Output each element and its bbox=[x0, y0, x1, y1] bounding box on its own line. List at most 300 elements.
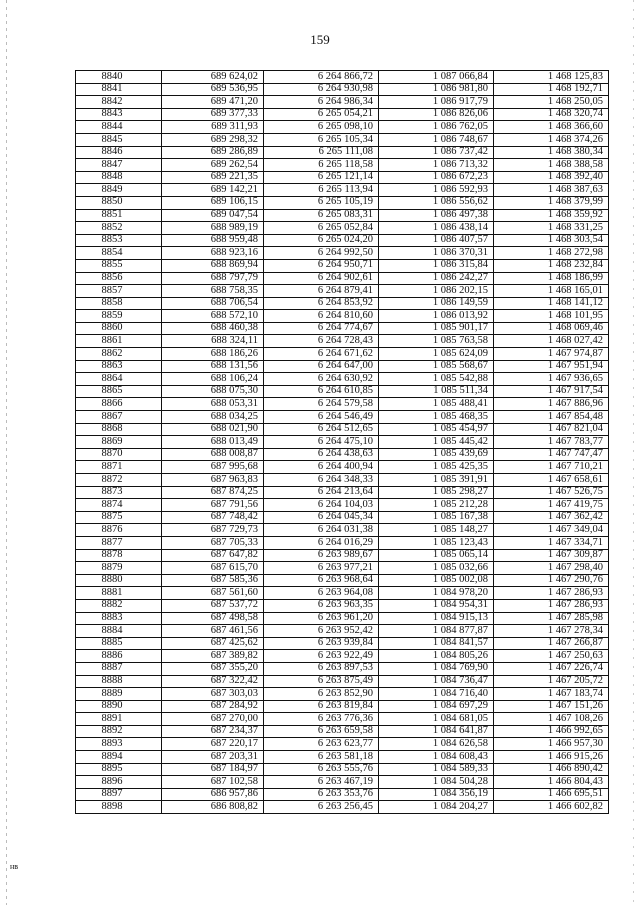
coordinate-cell: 6 264 400,94 bbox=[264, 461, 379, 474]
coordinate-cell: 6 263 897,53 bbox=[264, 662, 379, 675]
point-number-cell: 8870 bbox=[76, 448, 162, 461]
table-row bbox=[76, 448, 609, 461]
coordinate-cell: 6 264 579,58 bbox=[264, 398, 379, 411]
table-row bbox=[76, 587, 609, 600]
coordinate-cell: 687 995,68 bbox=[162, 461, 264, 474]
coordinate-cell: 1 467 658,61 bbox=[494, 474, 609, 487]
coordinate-cell: 689 047,54 bbox=[162, 209, 264, 222]
point-number-cell: 8842 bbox=[76, 96, 162, 109]
point-number-cell: 8895 bbox=[76, 763, 162, 776]
coordinate-cell: 1 084 978,20 bbox=[379, 587, 494, 600]
table-row bbox=[76, 411, 609, 424]
coordinate-cell: 689 106,15 bbox=[162, 196, 264, 209]
table-row bbox=[76, 108, 609, 121]
coordinate-cell: 1 085 212,28 bbox=[379, 499, 494, 512]
coordinate-cell: 1 468 192,71 bbox=[494, 83, 609, 96]
coordinate-cell: 687 615,70 bbox=[162, 562, 264, 575]
coordinate-cell: 6 265 083,31 bbox=[264, 209, 379, 222]
coordinate-cell: 1 467 183,74 bbox=[494, 688, 609, 701]
table-row bbox=[76, 272, 609, 285]
coordinate-cell: 1 084 204,27 bbox=[379, 801, 494, 814]
coordinate-cell: 6 263 977,21 bbox=[264, 562, 379, 575]
coordinate-cell: 1 085 542,88 bbox=[379, 373, 494, 386]
coordinate-cell: 6 264 774,67 bbox=[264, 322, 379, 335]
table-row bbox=[76, 599, 609, 612]
coordinate-cell: 688 460,38 bbox=[162, 322, 264, 335]
coordinate-cell: 1 468 379,99 bbox=[494, 196, 609, 209]
coordinate-cell: 6 263 256,45 bbox=[264, 801, 379, 814]
coordinate-cell: 689 377,33 bbox=[162, 108, 264, 121]
coordinate-cell: 6 264 045,34 bbox=[264, 511, 379, 524]
coordinate-cell: 1 466 602,82 bbox=[494, 801, 609, 814]
point-number-cell: 8859 bbox=[76, 310, 162, 323]
coordinate-cell: 6 264 810,60 bbox=[264, 310, 379, 323]
coordinate-cell: 1 467 917,54 bbox=[494, 385, 609, 398]
coordinate-cell: 1 085 568,67 bbox=[379, 360, 494, 373]
coordinate-cell: 1 467 886,96 bbox=[494, 398, 609, 411]
point-number-cell: 8857 bbox=[76, 285, 162, 298]
coordinate-cell: 6 264 866,72 bbox=[264, 71, 379, 84]
point-number-cell: 8874 bbox=[76, 499, 162, 512]
coordinate-cell: 687 425,62 bbox=[162, 637, 264, 650]
coordinate-cell: 1 468 250,05 bbox=[494, 96, 609, 109]
point-number-cell: 8898 bbox=[76, 801, 162, 814]
coordinate-cell: 1 468 380,34 bbox=[494, 146, 609, 159]
coordinate-cell: 1 468 359,92 bbox=[494, 209, 609, 222]
table-row bbox=[76, 738, 609, 751]
point-number-cell: 8855 bbox=[76, 259, 162, 272]
table-row bbox=[76, 700, 609, 713]
table-row bbox=[76, 285, 609, 298]
coordinate-cell: 1 086 748,67 bbox=[379, 133, 494, 146]
coordinate-cell: 688 989,19 bbox=[162, 222, 264, 235]
coordinate-cell: 1 085 901,17 bbox=[379, 322, 494, 335]
coordinates-table-body bbox=[76, 71, 609, 814]
table-row bbox=[76, 486, 609, 499]
coordinate-cell: 1 466 915,26 bbox=[494, 751, 609, 764]
coordinate-cell: 688 959,48 bbox=[162, 234, 264, 247]
table-row bbox=[76, 297, 609, 310]
coordinate-cell: 1 084 504,28 bbox=[379, 776, 494, 789]
point-number-cell: 8889 bbox=[76, 688, 162, 701]
table-row bbox=[76, 71, 609, 84]
coordinate-cell: 6 264 950,71 bbox=[264, 259, 379, 272]
coordinate-cell: 688 034,25 bbox=[162, 411, 264, 424]
coordinate-cell: 1 086 917,79 bbox=[379, 96, 494, 109]
coordinate-cell: 6 263 875,49 bbox=[264, 675, 379, 688]
coordinate-cell: 6 263 968,64 bbox=[264, 574, 379, 587]
point-number-cell: 8858 bbox=[76, 297, 162, 310]
point-number-cell: 8897 bbox=[76, 788, 162, 801]
coordinate-cell: 1 086 737,42 bbox=[379, 146, 494, 159]
coordinate-cell: 686 808,82 bbox=[162, 801, 264, 814]
point-number-cell: 8885 bbox=[76, 637, 162, 650]
coordinate-cell: 688 797,79 bbox=[162, 272, 264, 285]
coordinate-cell: 1 467 108,26 bbox=[494, 713, 609, 726]
coordinate-cell: 1 467 419,75 bbox=[494, 499, 609, 512]
coordinate-cell: 688 923,16 bbox=[162, 247, 264, 260]
coordinate-cell: 1 086 242,27 bbox=[379, 272, 494, 285]
point-number-cell: 8887 bbox=[76, 662, 162, 675]
point-number-cell: 8860 bbox=[76, 322, 162, 335]
coordinate-cell: 6 265 052,84 bbox=[264, 222, 379, 235]
coordinate-cell: 1 467 974,87 bbox=[494, 348, 609, 361]
coordinate-cell: 1 086 497,38 bbox=[379, 209, 494, 222]
table-row bbox=[76, 234, 609, 247]
coordinate-cell: 687 963,83 bbox=[162, 474, 264, 487]
table-row bbox=[76, 247, 609, 260]
coordinate-cell: 689 471,20 bbox=[162, 96, 264, 109]
coordinate-cell: 1 466 890,42 bbox=[494, 763, 609, 776]
coordinate-cell: 1 467 250,63 bbox=[494, 650, 609, 663]
coordinate-cell: 688 758,35 bbox=[162, 285, 264, 298]
coordinate-cell: 6 264 438,63 bbox=[264, 448, 379, 461]
coordinate-cell: 1 085 624,09 bbox=[379, 348, 494, 361]
coordinate-cell: 1 086 407,57 bbox=[379, 234, 494, 247]
coordinate-cell: 687 389,82 bbox=[162, 650, 264, 663]
point-number-cell: 8882 bbox=[76, 599, 162, 612]
coordinate-cell: 1 084 841,57 bbox=[379, 637, 494, 650]
coordinate-cell: 6 263 961,20 bbox=[264, 612, 379, 625]
coordinate-cell: 1 085 002,08 bbox=[379, 574, 494, 587]
point-number-cell: 8876 bbox=[76, 524, 162, 537]
coordinate-cell: 6 265 113,94 bbox=[264, 184, 379, 197]
table-row bbox=[76, 310, 609, 323]
coordinate-cell: 1 468 125,83 bbox=[494, 71, 609, 84]
table-row bbox=[76, 524, 609, 537]
coordinate-cell: 689 536,95 bbox=[162, 83, 264, 96]
coordinate-cell: 689 624,02 bbox=[162, 71, 264, 84]
table-row bbox=[76, 612, 609, 625]
coordinate-cell: 1 085 065,14 bbox=[379, 549, 494, 562]
point-number-cell: 8867 bbox=[76, 411, 162, 424]
coordinate-cell: 1 085 439,69 bbox=[379, 448, 494, 461]
coordinate-cell: 6 263 555,76 bbox=[264, 763, 379, 776]
point-number-cell: 8894 bbox=[76, 751, 162, 764]
coordinate-cell: 688 053,31 bbox=[162, 398, 264, 411]
coordinate-cell: 1 467 151,26 bbox=[494, 700, 609, 713]
coordinate-cell: 6 263 467,19 bbox=[264, 776, 379, 789]
coordinate-cell: 1 085 445,42 bbox=[379, 436, 494, 449]
coordinate-cell: 1 467 821,04 bbox=[494, 423, 609, 436]
point-number-cell: 8853 bbox=[76, 234, 162, 247]
coordinate-cell: 687 270,00 bbox=[162, 713, 264, 726]
coordinate-cell: 688 075,30 bbox=[162, 385, 264, 398]
coordinate-cell: 1 084 697,29 bbox=[379, 700, 494, 713]
coordinate-cell: 1 467 226,74 bbox=[494, 662, 609, 675]
point-number-cell: 8841 bbox=[76, 83, 162, 96]
coordinate-cell: 6 265 121,14 bbox=[264, 171, 379, 184]
coordinate-cell: 1 467 936,65 bbox=[494, 373, 609, 386]
coordinate-cell: 1 086 149,59 bbox=[379, 297, 494, 310]
table-row bbox=[76, 499, 609, 512]
table-row bbox=[76, 625, 609, 638]
point-number-cell: 8886 bbox=[76, 650, 162, 663]
table-row bbox=[76, 83, 609, 96]
table-row bbox=[76, 549, 609, 562]
coordinate-cell: 1 087 066,84 bbox=[379, 71, 494, 84]
coordinate-cell: 1 467 309,87 bbox=[494, 549, 609, 562]
coordinate-cell: 1 085 511,34 bbox=[379, 385, 494, 398]
table-row bbox=[76, 788, 609, 801]
point-number-cell: 8872 bbox=[76, 474, 162, 487]
coordinate-cell: 1 467 747,47 bbox=[494, 448, 609, 461]
point-number-cell: 8871 bbox=[76, 461, 162, 474]
table-row bbox=[76, 511, 609, 524]
coordinate-cell: 6 264 728,43 bbox=[264, 335, 379, 348]
table-row bbox=[76, 751, 609, 764]
point-number-cell: 8873 bbox=[76, 486, 162, 499]
coordinate-cell: 687 791,56 bbox=[162, 499, 264, 512]
coordinate-cell: 1 468 331,25 bbox=[494, 222, 609, 235]
coordinate-cell: 1 467 334,71 bbox=[494, 536, 609, 549]
coordinate-cell: 689 221,35 bbox=[162, 171, 264, 184]
table-row bbox=[76, 171, 609, 184]
coordinate-cell: 688 021,90 bbox=[162, 423, 264, 436]
coordinate-cell: 1 086 592,93 bbox=[379, 184, 494, 197]
coordinate-cell: 1 467 205,72 bbox=[494, 675, 609, 688]
coordinate-cell: 6 263 963,35 bbox=[264, 599, 379, 612]
coordinate-cell: 687 203,31 bbox=[162, 751, 264, 764]
coordinate-cell: 6 265 105,34 bbox=[264, 133, 379, 146]
coordinate-cell: 6 264 512,65 bbox=[264, 423, 379, 436]
coordinate-cell: 688 131,56 bbox=[162, 360, 264, 373]
point-number-cell: 8861 bbox=[76, 335, 162, 348]
coordinate-cell: 1 086 672,23 bbox=[379, 171, 494, 184]
coordinate-cell: 1 467 286,93 bbox=[494, 599, 609, 612]
point-number-cell: 8863 bbox=[76, 360, 162, 373]
coordinate-cell: 1 468 320,74 bbox=[494, 108, 609, 121]
coordinate-cell: 1 468 366,60 bbox=[494, 121, 609, 134]
coordinate-cell: 6 264 930,98 bbox=[264, 83, 379, 96]
coordinate-cell: 6 264 902,61 bbox=[264, 272, 379, 285]
coordinate-cell: 1 085 488,41 bbox=[379, 398, 494, 411]
coordinate-cell: 687 355,20 bbox=[162, 662, 264, 675]
coordinate-cell: 6 263 353,76 bbox=[264, 788, 379, 801]
coordinate-cell: 1 466 695,51 bbox=[494, 788, 609, 801]
point-number-cell: 8862 bbox=[76, 348, 162, 361]
table-row bbox=[76, 373, 609, 386]
coordinate-cell: 689 298,32 bbox=[162, 133, 264, 146]
coordinate-cell: 687 303,03 bbox=[162, 688, 264, 701]
coordinate-cell: 1 086 981,80 bbox=[379, 83, 494, 96]
coordinate-cell: 1 467 286,93 bbox=[494, 587, 609, 600]
coordinate-cell: 687 537,72 bbox=[162, 599, 264, 612]
coordinate-cell: 6 263 989,67 bbox=[264, 549, 379, 562]
coordinate-cell: 687 705,33 bbox=[162, 536, 264, 549]
point-number-cell: 8896 bbox=[76, 776, 162, 789]
coordinate-cell: 1 467 349,04 bbox=[494, 524, 609, 537]
coordinate-cell: 1 086 013,92 bbox=[379, 310, 494, 323]
coordinate-cell: 6 265 054,21 bbox=[264, 108, 379, 121]
point-number-cell: 8846 bbox=[76, 146, 162, 159]
table-row bbox=[76, 650, 609, 663]
coordinate-cell: 6 264 104,03 bbox=[264, 499, 379, 512]
coordinate-cell: 1 084 626,58 bbox=[379, 738, 494, 751]
point-number-cell: 8879 bbox=[76, 562, 162, 575]
scan-right-edge bbox=[633, 0, 634, 905]
coordinate-cell: 1 084 681,05 bbox=[379, 713, 494, 726]
coordinate-cell: 1 084 356,19 bbox=[379, 788, 494, 801]
table-row bbox=[76, 662, 609, 675]
point-number-cell: 8850 bbox=[76, 196, 162, 209]
page-number: 159 bbox=[310, 32, 330, 47]
coordinate-cell: 1 084 805,26 bbox=[379, 650, 494, 663]
table-row bbox=[76, 222, 609, 235]
coordinate-cell: 688 013,49 bbox=[162, 436, 264, 449]
coordinate-cell: 1 084 589,33 bbox=[379, 763, 494, 776]
point-number-cell: 8875 bbox=[76, 511, 162, 524]
point-number-cell: 8883 bbox=[76, 612, 162, 625]
table-row bbox=[76, 474, 609, 487]
table-row bbox=[76, 209, 609, 222]
coordinate-cell: 1 467 285,98 bbox=[494, 612, 609, 625]
coordinate-cell: 1 468 141,12 bbox=[494, 297, 609, 310]
coordinate-cell: 6 263 776,36 bbox=[264, 713, 379, 726]
table-row bbox=[76, 574, 609, 587]
point-number-cell: 8891 bbox=[76, 713, 162, 726]
coordinate-cell: 6 264 853,92 bbox=[264, 297, 379, 310]
table-row bbox=[76, 184, 609, 197]
coordinate-cell: 1 466 804,43 bbox=[494, 776, 609, 789]
coordinate-cell: 1 467 951,94 bbox=[494, 360, 609, 373]
coordinate-cell: 1 084 769,90 bbox=[379, 662, 494, 675]
coordinate-cell: 687 647,82 bbox=[162, 549, 264, 562]
coordinate-cell: 1 468 186,99 bbox=[494, 272, 609, 285]
coordinate-cell: 1 085 123,43 bbox=[379, 536, 494, 549]
coordinate-cell: 1 084 736,47 bbox=[379, 675, 494, 688]
coordinate-cell: 6 263 922,49 bbox=[264, 650, 379, 663]
table-row bbox=[76, 385, 609, 398]
point-number-cell: 8848 bbox=[76, 171, 162, 184]
coordinate-cell: 1 086 315,84 bbox=[379, 259, 494, 272]
point-number-cell: 8866 bbox=[76, 398, 162, 411]
point-number-cell: 8892 bbox=[76, 725, 162, 738]
coordinate-cell: 689 311,93 bbox=[162, 121, 264, 134]
point-number-cell: 8849 bbox=[76, 184, 162, 197]
point-number-cell: 8878 bbox=[76, 549, 162, 562]
point-number-cell: 8880 bbox=[76, 574, 162, 587]
point-number-cell: 8851 bbox=[76, 209, 162, 222]
coordinate-cell: 1 466 992,65 bbox=[494, 725, 609, 738]
table-row bbox=[76, 96, 609, 109]
table-row bbox=[76, 713, 609, 726]
coordinate-cell: 6 264 213,64 bbox=[264, 486, 379, 499]
table-row bbox=[76, 196, 609, 209]
table-row bbox=[76, 461, 609, 474]
table-row bbox=[76, 637, 609, 650]
coordinate-cell: 688 706,54 bbox=[162, 297, 264, 310]
point-number-cell: 8881 bbox=[76, 587, 162, 600]
point-number-cell: 8893 bbox=[76, 738, 162, 751]
coordinate-cell: 6 264 348,33 bbox=[264, 474, 379, 487]
coordinate-cell: 1 468 232,84 bbox=[494, 259, 609, 272]
coordinate-cell: 1 468 272,98 bbox=[494, 247, 609, 260]
coordinate-cell: 6 264 630,92 bbox=[264, 373, 379, 386]
coordinate-cell: 6 264 879,41 bbox=[264, 285, 379, 298]
coordinate-cell: 6 264 647,00 bbox=[264, 360, 379, 373]
point-number-cell: 8843 bbox=[76, 108, 162, 121]
coordinate-cell: 688 008,87 bbox=[162, 448, 264, 461]
coordinate-cell: 6 264 986,34 bbox=[264, 96, 379, 109]
coordinate-cell: 1 084 877,87 bbox=[379, 625, 494, 638]
coordinate-cell: 1 084 716,40 bbox=[379, 688, 494, 701]
coordinate-cell: 1 468 101,95 bbox=[494, 310, 609, 323]
coordinate-cell: 1 085 032,66 bbox=[379, 562, 494, 575]
point-number-cell: 8852 bbox=[76, 222, 162, 235]
table-row bbox=[76, 121, 609, 134]
scan-left-edge bbox=[6, 0, 7, 905]
coordinate-cell: 6 263 581,18 bbox=[264, 751, 379, 764]
point-number-cell: 8877 bbox=[76, 536, 162, 549]
point-number-cell: 8844 bbox=[76, 121, 162, 134]
coordinate-cell: 6 264 031,38 bbox=[264, 524, 379, 537]
coordinate-cell: 1 468 027,42 bbox=[494, 335, 609, 348]
coordinate-cell: 689 286,89 bbox=[162, 146, 264, 159]
table-row bbox=[76, 259, 609, 272]
coordinate-cell: 687 498,58 bbox=[162, 612, 264, 625]
coordinate-cell: 1 467 854,48 bbox=[494, 411, 609, 424]
coordinate-cell: 6 263 623,77 bbox=[264, 738, 379, 751]
point-number-cell: 8847 bbox=[76, 159, 162, 172]
coordinate-cell: 6 263 659,58 bbox=[264, 725, 379, 738]
coordinate-cell: 687 184,97 bbox=[162, 763, 264, 776]
table-row bbox=[76, 133, 609, 146]
coordinate-cell: 1 086 202,15 bbox=[379, 285, 494, 298]
coordinate-cell: 688 572,10 bbox=[162, 310, 264, 323]
point-number-cell: 8890 bbox=[76, 700, 162, 713]
table-row bbox=[76, 423, 609, 436]
coordinate-cell: 1 467 362,42 bbox=[494, 511, 609, 524]
coordinate-cell: 687 561,60 bbox=[162, 587, 264, 600]
coordinate-cell: 6 265 111,08 bbox=[264, 146, 379, 159]
point-number-cell: 8865 bbox=[76, 385, 162, 398]
coordinate-cell: 1 085 298,27 bbox=[379, 486, 494, 499]
coordinate-cell: 6 263 964,08 bbox=[264, 587, 379, 600]
coordinate-cell: 1 467 710,21 bbox=[494, 461, 609, 474]
coordinate-cell: 1 468 303,54 bbox=[494, 234, 609, 247]
table-row bbox=[76, 348, 609, 361]
point-number-cell: 8864 bbox=[76, 373, 162, 386]
coordinate-cell: 688 324,11 bbox=[162, 335, 264, 348]
coordinate-cell: 1 084 954,31 bbox=[379, 599, 494, 612]
table-row bbox=[76, 688, 609, 701]
coordinate-cell: 6 265 105,19 bbox=[264, 196, 379, 209]
coordinate-cell: 1 466 957,30 bbox=[494, 738, 609, 751]
coordinates-table bbox=[75, 70, 609, 814]
coordinate-cell: 1 468 388,58 bbox=[494, 159, 609, 172]
coordinate-cell: 6 263 852,90 bbox=[264, 688, 379, 701]
coordinate-cell: 688 869,94 bbox=[162, 259, 264, 272]
table-row bbox=[76, 159, 609, 172]
point-number-cell: 8868 bbox=[76, 423, 162, 436]
coordinate-cell: 1 084 641,87 bbox=[379, 725, 494, 738]
table-row bbox=[76, 536, 609, 549]
table-row bbox=[76, 776, 609, 789]
coordinate-cell: 1 468 165,01 bbox=[494, 285, 609, 298]
coordinate-cell: 1 467 278,34 bbox=[494, 625, 609, 638]
point-number-cell: 8840 bbox=[76, 71, 162, 84]
coordinate-cell: 1 086 826,06 bbox=[379, 108, 494, 121]
coordinate-cell: 6 265 118,58 bbox=[264, 159, 379, 172]
coordinate-cell: 6 265 024,20 bbox=[264, 234, 379, 247]
coordinate-cell: 1 086 556,62 bbox=[379, 196, 494, 209]
point-number-cell: 8869 bbox=[76, 436, 162, 449]
coordinate-cell: 1 467 783,77 bbox=[494, 436, 609, 449]
coordinate-cell: 6 264 610,85 bbox=[264, 385, 379, 398]
coordinate-cell: 1 085 167,38 bbox=[379, 511, 494, 524]
table-row bbox=[76, 725, 609, 738]
